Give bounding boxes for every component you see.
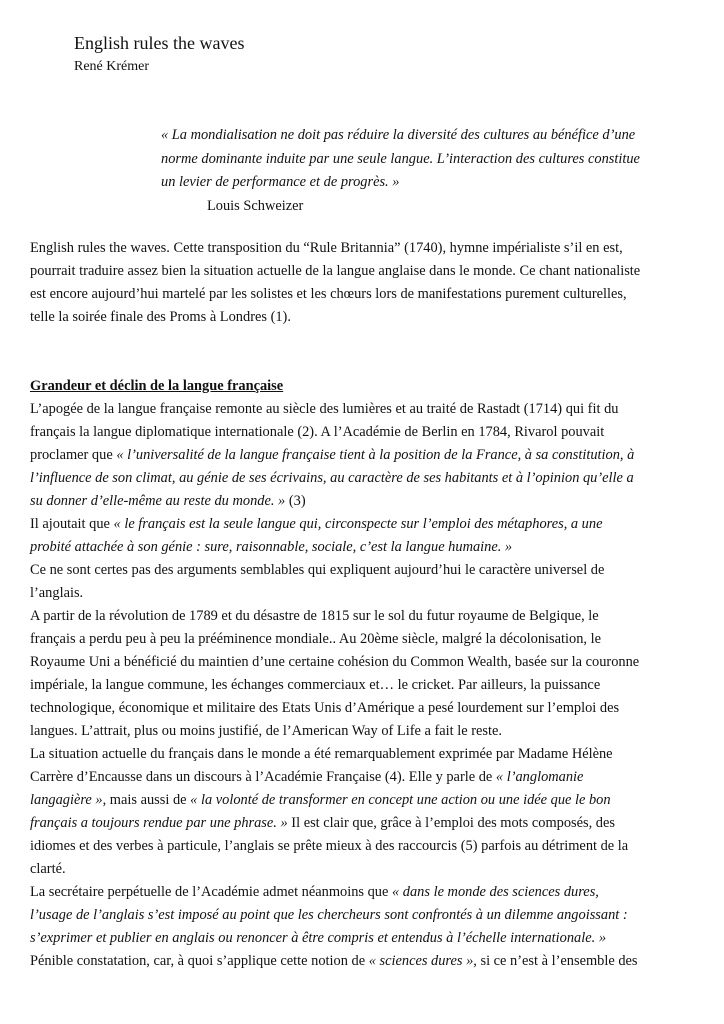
section-heading: Grandeur et déclin de la langue française [30,378,284,394]
body-line [30,904,695,927]
body-line: La situation actuelle du français dans le monde a été remarquablement exprimée par Madame Hélène [30,746,613,762]
body-line [30,812,695,835]
body-line [30,467,695,490]
body-line: technologique, économique et militaire des Etats Unis d’Amérique a pesé lourdement sur l’emploi des [30,700,620,716]
body-line: clarté. [30,861,66,877]
text-run: Pénible constatation, car, à quoi s’applique cette notion de [30,953,369,969]
body-line [30,766,695,789]
text-run: , si ce n’est à l’ensemble des [473,953,638,969]
intro-line: English rules the waves. Cette transposition du “Rule Britannia” (1740), hymne impérialiste s’il en est, [30,240,623,256]
document-title: English rules the waves [74,33,245,53]
intro-line: est encore aujourd’hui martelé par les solistes et les chœurs lors de manifestations purement culturelles, [30,286,627,302]
text-run: Carrère d’Encausse dans un discours à l’Académie Française (4). Elle y parle de [30,769,496,785]
epigraph-line: norme dominante induite par une seule langue. L’interaction des cultures constitue [161,150,640,167]
body-line [30,490,695,513]
text-run: , mais aussi de [102,792,191,808]
intro-line: pourrait traduire assez bien la situation actuelle de la langue anglaise dans le monde. Ce chant nationaliste [30,263,641,279]
quotation-run: « l’anglomanie [495,769,584,785]
quotation-run: s’exprimer et publier en anglais ou renoncer à être compris et entendus à l’échelle internationale. » [30,930,607,946]
quotation-run: l’influence de son climat, au génie de ses écrivains, au caractère de ses habitants et à l’opinion qu’elle a [30,470,634,486]
quotation-run: langagière » [30,792,103,808]
text-run: proclamer que [30,447,117,463]
epigraph-attribution: Louis Schweizer [207,197,304,214]
article-body [30,237,695,973]
body-line [30,444,695,467]
body-line: impériale, la langue commune, les échanges commerciaux et… le cricket. Par ailleurs, la puissance [30,677,601,693]
quotation-run: « dans le monde des sciences dures, [392,884,599,900]
body-line [30,881,695,904]
quotation-run: « l’universalité de la langue française tient à la position de la France, à sa constitution, à [116,447,635,463]
body-line: Royaume Uni a bénéficié du maintien d’une certaine cohésion du Common Wealth, basée sur la couronne [30,654,640,670]
epigraph [161,124,691,218]
text-run: La secrétaire perpétuelle de l’Académie admet néanmoins que [30,884,392,900]
body-line: l’anglais. [30,585,84,601]
body-line [30,513,695,536]
body-line [30,789,695,812]
body-line [30,950,695,973]
epigraph-line: un levier de performance et de progrès. » [161,174,400,190]
body-line: A partir de la révolution de 1789 et du désastre de 1815 sur le sol du futur royaume de Belgique, le [30,608,599,624]
body-line: Ce ne sont certes pas des arguments semblables qui expliquent aujourd’hui le caractère universel de [30,562,605,578]
epigraph-line: « La mondialisation ne doit pas réduire la diversité des cultures au bénéfice d’une [161,127,636,143]
paragraph-spacer [30,329,695,375]
intro-line: telle la soirée finale des Proms à Londres (1). [30,309,291,325]
quotation-run: probité attachée à son génie : sure, raisonnable, sociale, c’est la langue humaine. » [30,539,513,555]
quotation-run: « la volonté de transformer en concept une action ou une idée que le bon [190,792,611,808]
body-line [30,536,695,559]
body-line [30,927,695,950]
text-run: Il ajoutait que [30,516,114,532]
footnote-ref: (3) [285,493,306,509]
quotation-run: français a toujours rendue par une phrase. » [30,815,288,831]
quotation-run: l’usage de l’anglais s’est imposé au point que les chercheurs sont confrontés à un dilemme angoissant : [30,907,628,923]
body-line: langues. L’attrait, plus ou moins justifié, de l’American Way of Life a fait le reste. [30,723,502,739]
body-line: idiomes et des verbes à particule, l’anglais se prête mieux à des raccourcis (5) parfois au détriment de la [30,838,629,854]
body-line: français la langue diplomatique internationale (2). A l’Académie de Berlin en 1784, Rivarol pouvait [30,424,605,440]
quotation-run: su donner d’elle-même au reste du monde. » [30,493,286,509]
body-line: L’apogée de la langue française remonte au siècle des lumières et au traité de Rastadt (1714) qui fit du [30,401,619,417]
quotation-run: « le français est la seule langue qui, circonspecte sur l’emploi des métaphores, a une [113,516,603,532]
text-run: Il est clair que, grâce à l’emploi des mots composés, des [287,815,615,831]
quotation-run: « sciences dures » [368,953,474,969]
body-line: français a perdu peu à peu la prééminence mondiale.. Au 20ème siècle, malgré la décolonisation, le [30,631,601,647]
document-author: René Krémer [74,59,150,74]
